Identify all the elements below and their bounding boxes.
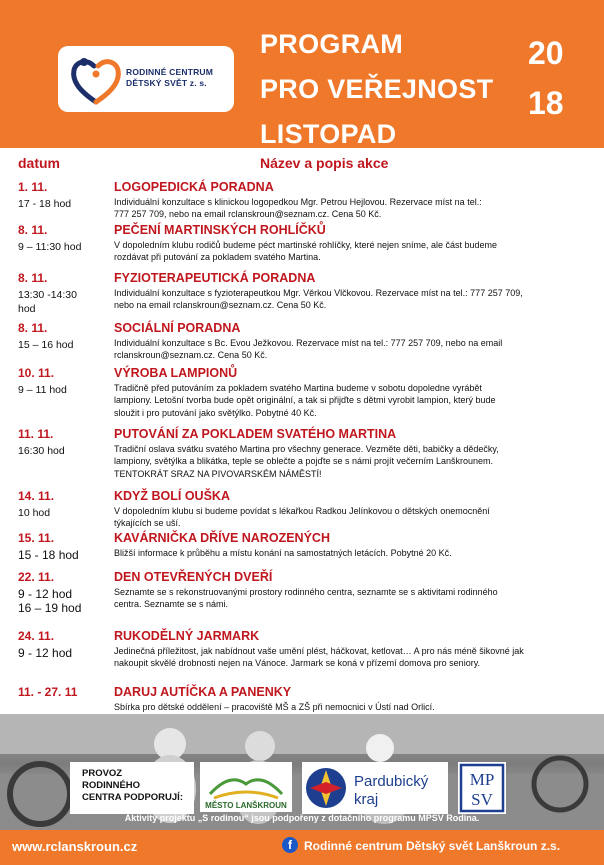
event-description-line: Individuální konzultace s Bc. Evou Ježkovou. Rezervace míst na tel.: 777 257 709, nebo na email bbox=[114, 338, 503, 348]
event-description-line: nebo na email rclanskroun@seznam.cz. Cena 50 Kč. bbox=[114, 300, 327, 311]
org-logo bbox=[58, 46, 234, 112]
ministry-logo-icon bbox=[458, 762, 506, 814]
event-description-line: Tradičně před putováním za pokladem svatého Martina budeme v sobotu dopoledne vyrábět bbox=[114, 383, 482, 393]
event-date: 11. 11. bbox=[18, 427, 54, 441]
event-description-line: lampiony, světýlka a blikátka, teple se oblečte a pojďte se s námi projít večerním Lanškrounem. bbox=[114, 456, 494, 467]
event-title: FYZIOTERAPEUTICKÁ PORADNA bbox=[114, 271, 316, 285]
event-description-line: rozdávat při putování za pokladem svatého Martina. bbox=[114, 252, 321, 263]
pardubicky-kraj-logo bbox=[302, 762, 448, 814]
event-date: 8. 11. bbox=[18, 321, 48, 335]
event-title: DEN OTEVŘENÝCH DVEŘÍ bbox=[114, 570, 273, 584]
event-description-line: centra. Seznamte se s námi. bbox=[114, 599, 229, 610]
event-description-line: Tradiční oslava svátku svatého Martina pro všechny generace. Vezměte děti, babičky a dědečky, bbox=[114, 444, 499, 454]
event-title: PUTOVÁNÍ ZA POKLADEM SVATÉHO MARTINA bbox=[114, 427, 397, 441]
event-date: 14. 11. bbox=[18, 489, 55, 503]
event-time: 16 – 19 hod bbox=[18, 601, 82, 615]
event-time: 13:30 -14:30 bbox=[18, 289, 77, 301]
event-description-line: Sbírka pro dětské oddělení – pracoviště MŠ a ZŠ při nemocnici v Ústí nad Orlicí. bbox=[114, 702, 435, 712]
event-date: 24. 11. bbox=[18, 629, 55, 643]
logo-text bbox=[126, 67, 213, 89]
event-description bbox=[114, 382, 592, 419]
logo-line-1: RODINNÉ CENTRUM bbox=[126, 67, 214, 77]
website-link[interactable]: www.rclanskroun.cz bbox=[12, 839, 138, 854]
event-title: KDYŽ BOLÍ OUŠKA bbox=[114, 489, 230, 503]
event-title: LOGOPEDICKÁ PORADNA bbox=[114, 180, 274, 194]
mpsv-logo bbox=[458, 762, 506, 814]
mesto-lanskroun-logo bbox=[200, 762, 292, 812]
column-header-name: Název a popis akce bbox=[260, 155, 389, 171]
event-time: 10 hod bbox=[18, 507, 51, 519]
event-title: DARUJ AUTÍČKA A PANENKY bbox=[114, 685, 292, 699]
header-banner bbox=[0, 0, 604, 148]
event-description bbox=[114, 337, 592, 362]
event-description-line: lampiony. Letošní tvorba bude opět originální, a tak si přijďte s dětmi vyrobit lampion, který bude bbox=[114, 395, 496, 406]
facebook-icon[interactable]: f bbox=[282, 837, 298, 853]
event-description bbox=[114, 586, 592, 611]
mpsv-bottom: SV bbox=[471, 790, 493, 809]
event-description-line: sloužit i pro putování jako světýlko. Pobytné 40 Kč. bbox=[114, 407, 317, 418]
town-logo-icon bbox=[200, 762, 292, 812]
event-time: hod bbox=[18, 303, 36, 315]
event-description bbox=[114, 505, 592, 530]
event-description-line: Individuální konzultace s klinickou logopedkou Mgr. Petrou Hejlovou. Rezervace míst na tel.: bbox=[114, 197, 482, 207]
mpsv-top: MP bbox=[469, 770, 495, 789]
event-description-line: Bližší informace k průběhu a místu konání na samostatných letácích. Pobytné 20 Kč. bbox=[114, 548, 452, 558]
support-line-1: PROVOZ bbox=[82, 768, 123, 779]
event-time: 15 - 18 hod bbox=[18, 548, 79, 562]
event-title: PEČENÍ MARTINSKÝCH ROHLÍČKŮ bbox=[114, 223, 326, 237]
event-title: SOCIÁLNÍ PORADNA bbox=[114, 321, 241, 335]
event-time: 9 – 11:30 hod bbox=[18, 241, 82, 253]
year-top: 20 bbox=[528, 35, 564, 71]
event-date: 8. 11. bbox=[18, 271, 48, 285]
pardubicky-line-1: Pardubický bbox=[354, 773, 429, 790]
title-line-1: PROGRAM bbox=[260, 29, 404, 59]
event-description-line: 777 257 709, nebo na email rclanskroun@seznam.cz. Cena 50 Kč. bbox=[114, 209, 382, 220]
event-description bbox=[114, 701, 592, 713]
mesto-label: MĚSTO LANŠKROUN bbox=[205, 801, 287, 810]
region-logo-icon bbox=[302, 762, 448, 814]
title-line-2: PRO VEŘEJNOST bbox=[260, 74, 494, 104]
aktivity-note: Aktivity projektu „S rodinou“ jsou podpořeny z dotačního programu MPSV Rodina. bbox=[124, 813, 480, 823]
event-description-line: V dopoledním klubu rodičů budeme péct martinské rohlíčky, které nejen sníme, ale část budeme bbox=[114, 240, 498, 250]
event-description bbox=[114, 239, 592, 264]
event-date: 11. - 27. 11 bbox=[18, 685, 78, 699]
year-bottom: 18 bbox=[528, 85, 564, 121]
title-line-3: LISTOPAD bbox=[260, 119, 397, 149]
event-description-line: Individuální konzultace s fyzioterapeutkou Mgr. Věrkou Vlčkovou. Rezervace míst na tel.: 777 257 709, bbox=[114, 288, 523, 298]
event-time: 17 - 18 hod bbox=[18, 198, 72, 210]
support-line-3: CENTRA PODPORUJÍ: bbox=[82, 792, 183, 803]
event-title: KAVÁRNIČKA DŘÍVE NAROZENÝCH bbox=[114, 531, 330, 545]
event-description bbox=[114, 645, 592, 670]
org-name: Rodinné centrum Dětský svět Lanškroun z.s. bbox=[304, 839, 561, 853]
event-time: 9 - 12 hod bbox=[18, 646, 73, 660]
support-text bbox=[82, 768, 183, 804]
support-box bbox=[70, 762, 194, 814]
event-description-line: Seznamte se s rekonstruovanými prostory rodinného centra, seznamte se s aktivitami rodinného bbox=[114, 587, 498, 597]
event-time: 9 - 12 hod bbox=[18, 587, 73, 601]
logo-line-2: DĚTSKÝ SVĚT z. s. bbox=[126, 78, 207, 88]
event-time: 9 – 11 hod bbox=[18, 384, 67, 396]
event-title: VÝROBA LAMPIONŮ bbox=[114, 366, 238, 380]
event-date: 1. 11. bbox=[18, 180, 48, 194]
event-date: 10. 11. bbox=[18, 366, 55, 380]
event-time: 15 – 16 hod bbox=[18, 339, 74, 351]
event-date: 22. 11. bbox=[18, 570, 55, 584]
heart-logo-icon bbox=[68, 52, 124, 108]
event-description bbox=[114, 443, 592, 480]
year bbox=[528, 28, 564, 128]
column-header-date: datum bbox=[18, 155, 60, 171]
bottom-bar bbox=[0, 830, 604, 865]
support-line-2: RODINNÉHO bbox=[82, 780, 141, 791]
event-description-line: V dopoledním klubu si budeme povídat s lékařkou Radkou Jelínkovou o dětských onemocnění bbox=[114, 506, 490, 516]
event-description bbox=[114, 287, 592, 312]
event-description bbox=[114, 547, 592, 559]
event-title: RUKODĚLNÝ JARMARK bbox=[114, 629, 260, 643]
event-time: 16:30 hod bbox=[18, 445, 65, 457]
event-date: 15. 11. bbox=[18, 531, 55, 545]
event-description-line: TENTOKRÁT SRAZ NA PIVOVARSKÉM NÁMĚSTÍ! bbox=[114, 468, 322, 479]
event-description-line: Jedinečná příležitost, jak nabídnout vaše umění plést, háčkovat, ketlovat… A pro nás méně šikovné jak bbox=[114, 646, 524, 656]
event-description bbox=[114, 196, 592, 221]
program-title bbox=[260, 22, 493, 157]
event-date: 8. 11. bbox=[18, 223, 48, 237]
event-description-line: týkajících se uší. bbox=[114, 518, 181, 529]
event-description-line: nakoupit skvělé drobnosti nejen na Vánoce. Jarmark se koná v přízemí domova pro seniory. bbox=[114, 658, 481, 669]
pardubicky-line-2: kraj bbox=[354, 791, 379, 808]
event-description-line: rclanskroun@seznam.cz. Cena 50 Kč. bbox=[114, 350, 268, 361]
